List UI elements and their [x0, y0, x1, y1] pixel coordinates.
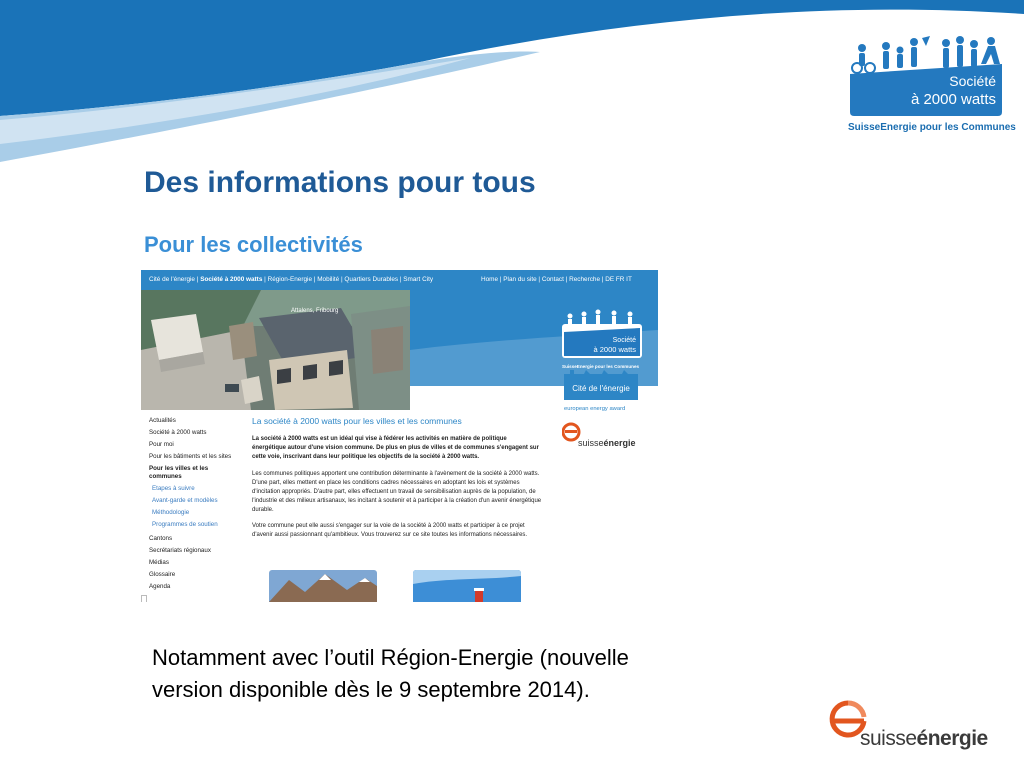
svg-text:suisseénergie — [578, 438, 636, 448]
logo-subtitle: SuisseEnergie pour les Communes — [848, 122, 1016, 133]
logo-line1: Société — [949, 73, 996, 89]
sidenav-item[interactable]: Secrétariats régionaux — [149, 547, 211, 554]
topnav-left-a[interactable]: Cité de l'énergie | — [149, 276, 201, 283]
notes-line-1: Notamment avec l’outil Région-Energie (nouvelle — [152, 645, 629, 670]
topnav-left-b[interactable]: | Région-Energie | Mobilité | Quartiers Durables | Smart City — [262, 276, 434, 283]
se-word-normal: suisse — [860, 727, 917, 750]
sidenav-item[interactable]: Médias — [149, 559, 169, 566]
cite-energie-logo[interactable] — [562, 370, 642, 412]
se-word-bold: énergie — [916, 727, 988, 750]
panel-logo-line2: à 2000 watts — [593, 345, 636, 354]
suisse-energie-small-logo[interactable] — [562, 420, 646, 450]
slide-notes — [152, 642, 752, 706]
panel-logo-line1: Société — [612, 337, 636, 344]
content-lead: La société à 2000 watts est un idéal qui vise à fédérer les activités en matière de politique énergétique autour d'une vision commune. De plus en plus de villes et de communes s'engagent sur cette voie, inscrivant dans leur politique les objectifs de la société à 2000 watts. — [252, 436, 539, 460]
sidenav-item[interactable]: Glossaire — [149, 571, 176, 578]
slide-title: Des informations pour tous — [144, 166, 536, 199]
topnav-right[interactable]: Home | Plan du site | Contact | Recherche | DE FR IT — [481, 276, 632, 283]
panel-logo-sub: SuisseEnergie pour les Communes — [562, 364, 640, 369]
sidenav-subitem[interactable]: Avant-garde et modèles — [152, 497, 218, 504]
mountain-thumbnail[interactable] — [269, 570, 377, 602]
cite-label: Cité de l'énergie — [572, 384, 630, 393]
sidenav-item[interactable]: Pour les bâtiments et les sites — [149, 453, 232, 460]
website-topnav — [141, 270, 658, 290]
sidenav-item[interactable]: Actualités — [149, 417, 176, 424]
content-paragraph-1: Les communes politiques apportent une contribution déterminante à l'avènement de la société à 2000 watts. D'une part, elles mettent en place les conditions cadres nécessaires en adoptant les lois et systèmes d'incitation appropriés. D'autre part, elles effectuent un travail de sensibilisation auprès de la population, de l'industrie et des milieux artisanaux, les incitant à soutenir et à participer à la création d'un avenir énergétique durable. — [252, 471, 542, 513]
sidenav-item-active-cont[interactable]: communes — [149, 473, 182, 480]
suisse-energie-logo — [826, 699, 990, 755]
sidenav-item[interactable]: Agenda — [149, 583, 171, 590]
people-silhouettes-icon — [848, 34, 1004, 124]
content-title: La société à 2000 watts pour les villes et les communes — [252, 416, 462, 426]
aerial-town-photo — [141, 290, 410, 410]
se-small-normal: suisse — [578, 438, 604, 448]
sidenav-item[interactable]: Cantons — [149, 535, 173, 542]
notes-line-2: version disponible dès le 9 septembre 2014). — [152, 677, 590, 702]
sidenav-subitem[interactable]: Méthodologie — [152, 509, 190, 516]
societe-2000-watts-logo — [848, 34, 1016, 138]
slide-subtitle: Pour les collectivités — [144, 232, 363, 257]
topnav-active-item[interactable]: Société à 2000 watts — [200, 276, 263, 283]
content-paragraph-2: Votre commune peut elle aussi s'engager sur la voie de la société à 2000 watts et participer à ce projet d'avenir aussi passionnant qu'ambitieux. Vous trouverez sur ce site toutes les informations nécessaires. — [252, 523, 528, 538]
scroll-marker — [141, 595, 147, 602]
lighthouse-thumbnail[interactable] — [413, 570, 521, 602]
sidenav-item[interactable]: Société à 2000 watts — [149, 429, 207, 436]
logo-line2: à 2000 watts — [910, 91, 996, 108]
sidenav-subitem[interactable]: Etapes à suivre — [152, 485, 195, 492]
eea-label: european energy award — [564, 406, 626, 412]
sidenav-item-active[interactable]: Pour les villes et les — [149, 465, 209, 472]
sidenav-subitem[interactable]: Programmes de soutien — [152, 521, 218, 528]
website-screenshot — [141, 270, 658, 602]
photo-caption: Attalens, Fribourg — [291, 308, 339, 314]
se-small-bold: énergie — [603, 438, 636, 448]
sidenav-item[interactable]: Pour moi — [149, 441, 174, 448]
